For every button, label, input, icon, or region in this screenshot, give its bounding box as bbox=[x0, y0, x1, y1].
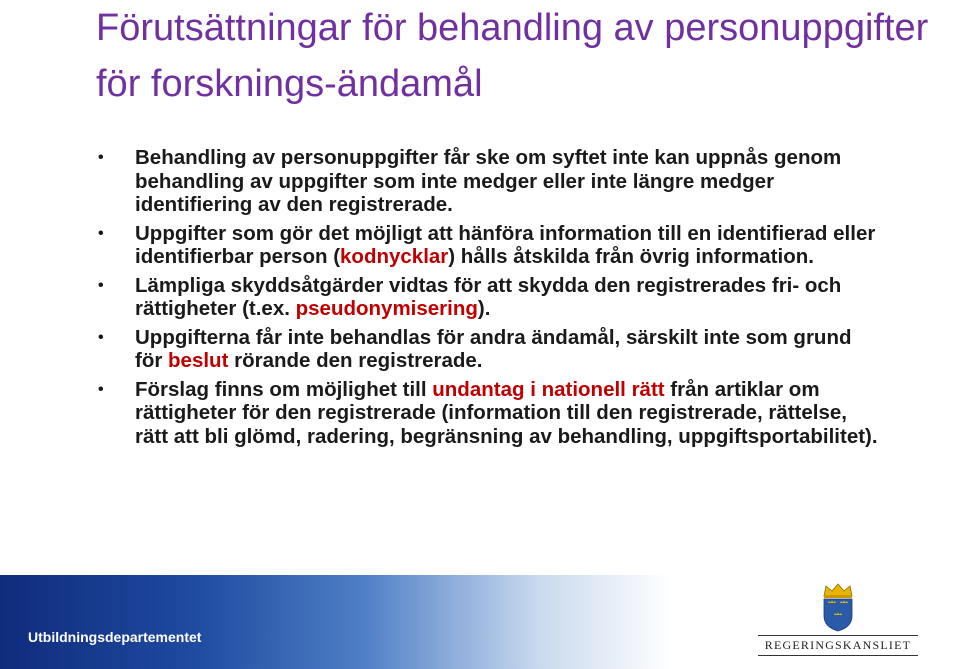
coat-of-arms-icon bbox=[816, 582, 860, 632]
slide-title: Förutsättningar för behandling av personuppgifter för forsknings-ändamål bbox=[96, 7, 929, 105]
bullet-item bbox=[98, 146, 878, 217]
bullet-text: ). bbox=[477, 297, 491, 320]
bullet-icon: • bbox=[98, 380, 104, 398]
department-label: Utbildningsdepartementet bbox=[28, 629, 202, 645]
bullet-item bbox=[98, 222, 878, 269]
regeringskansliet-logo bbox=[758, 580, 918, 662]
highlighted-term: kodnycklar bbox=[340, 245, 449, 268]
bullet-item bbox=[98, 326, 878, 373]
bullet-text: Behandling av personuppgifter får ske om syftet inte kan uppnås genom behandling av uppgifter som inte medger eller inte längre medger identifiering av den registrerade. bbox=[135, 146, 842, 216]
bullet-text: Uppgifterna får inte behandlas för andra ändamål, särskilt inte som grund för bbox=[135, 325, 852, 372]
bullet-list bbox=[98, 146, 878, 453]
highlighted-term: undantag i nationell rätt bbox=[432, 377, 665, 401]
bullet-icon: • bbox=[98, 224, 104, 242]
bullet-icon: • bbox=[98, 149, 104, 166]
bullet-icon: • bbox=[98, 276, 104, 294]
bullet-text: Lämpliga skyddsåtgärder vidtas för att skydda den registrerades fri- och rättigheter (t.ex. bbox=[135, 273, 842, 320]
bullet-item bbox=[98, 378, 878, 449]
highlighted-term: pseudonymisering bbox=[295, 297, 478, 320]
bullet-text: Uppgifter som gör det möjligt att hänföra information till en identifierad eller identifierbar person ( bbox=[135, 221, 876, 268]
bullet-text: Förslag finns om möjlighet till bbox=[135, 377, 433, 401]
bullet-text: ) hålls åtskilda från övrig information. bbox=[448, 245, 814, 268]
logo-rule-bottom bbox=[758, 655, 918, 656]
logo-rule-top bbox=[758, 635, 918, 636]
bullet-item bbox=[98, 274, 878, 321]
bullet-text: rörande den registrerade. bbox=[228, 349, 483, 372]
bullet-text: från artiklar om rättigheter för den registrerade (information till den registrerade, rättelse, rätt att bli glömd, radering, begränsning av behandling, uppgiftsportabilitet). bbox=[135, 377, 878, 448]
footer-bar bbox=[0, 575, 960, 669]
logo-text: REGERINGSKANSLIET bbox=[764, 638, 912, 652]
highlighted-term: beslut bbox=[168, 349, 229, 372]
bullet-icon: • bbox=[98, 328, 104, 346]
